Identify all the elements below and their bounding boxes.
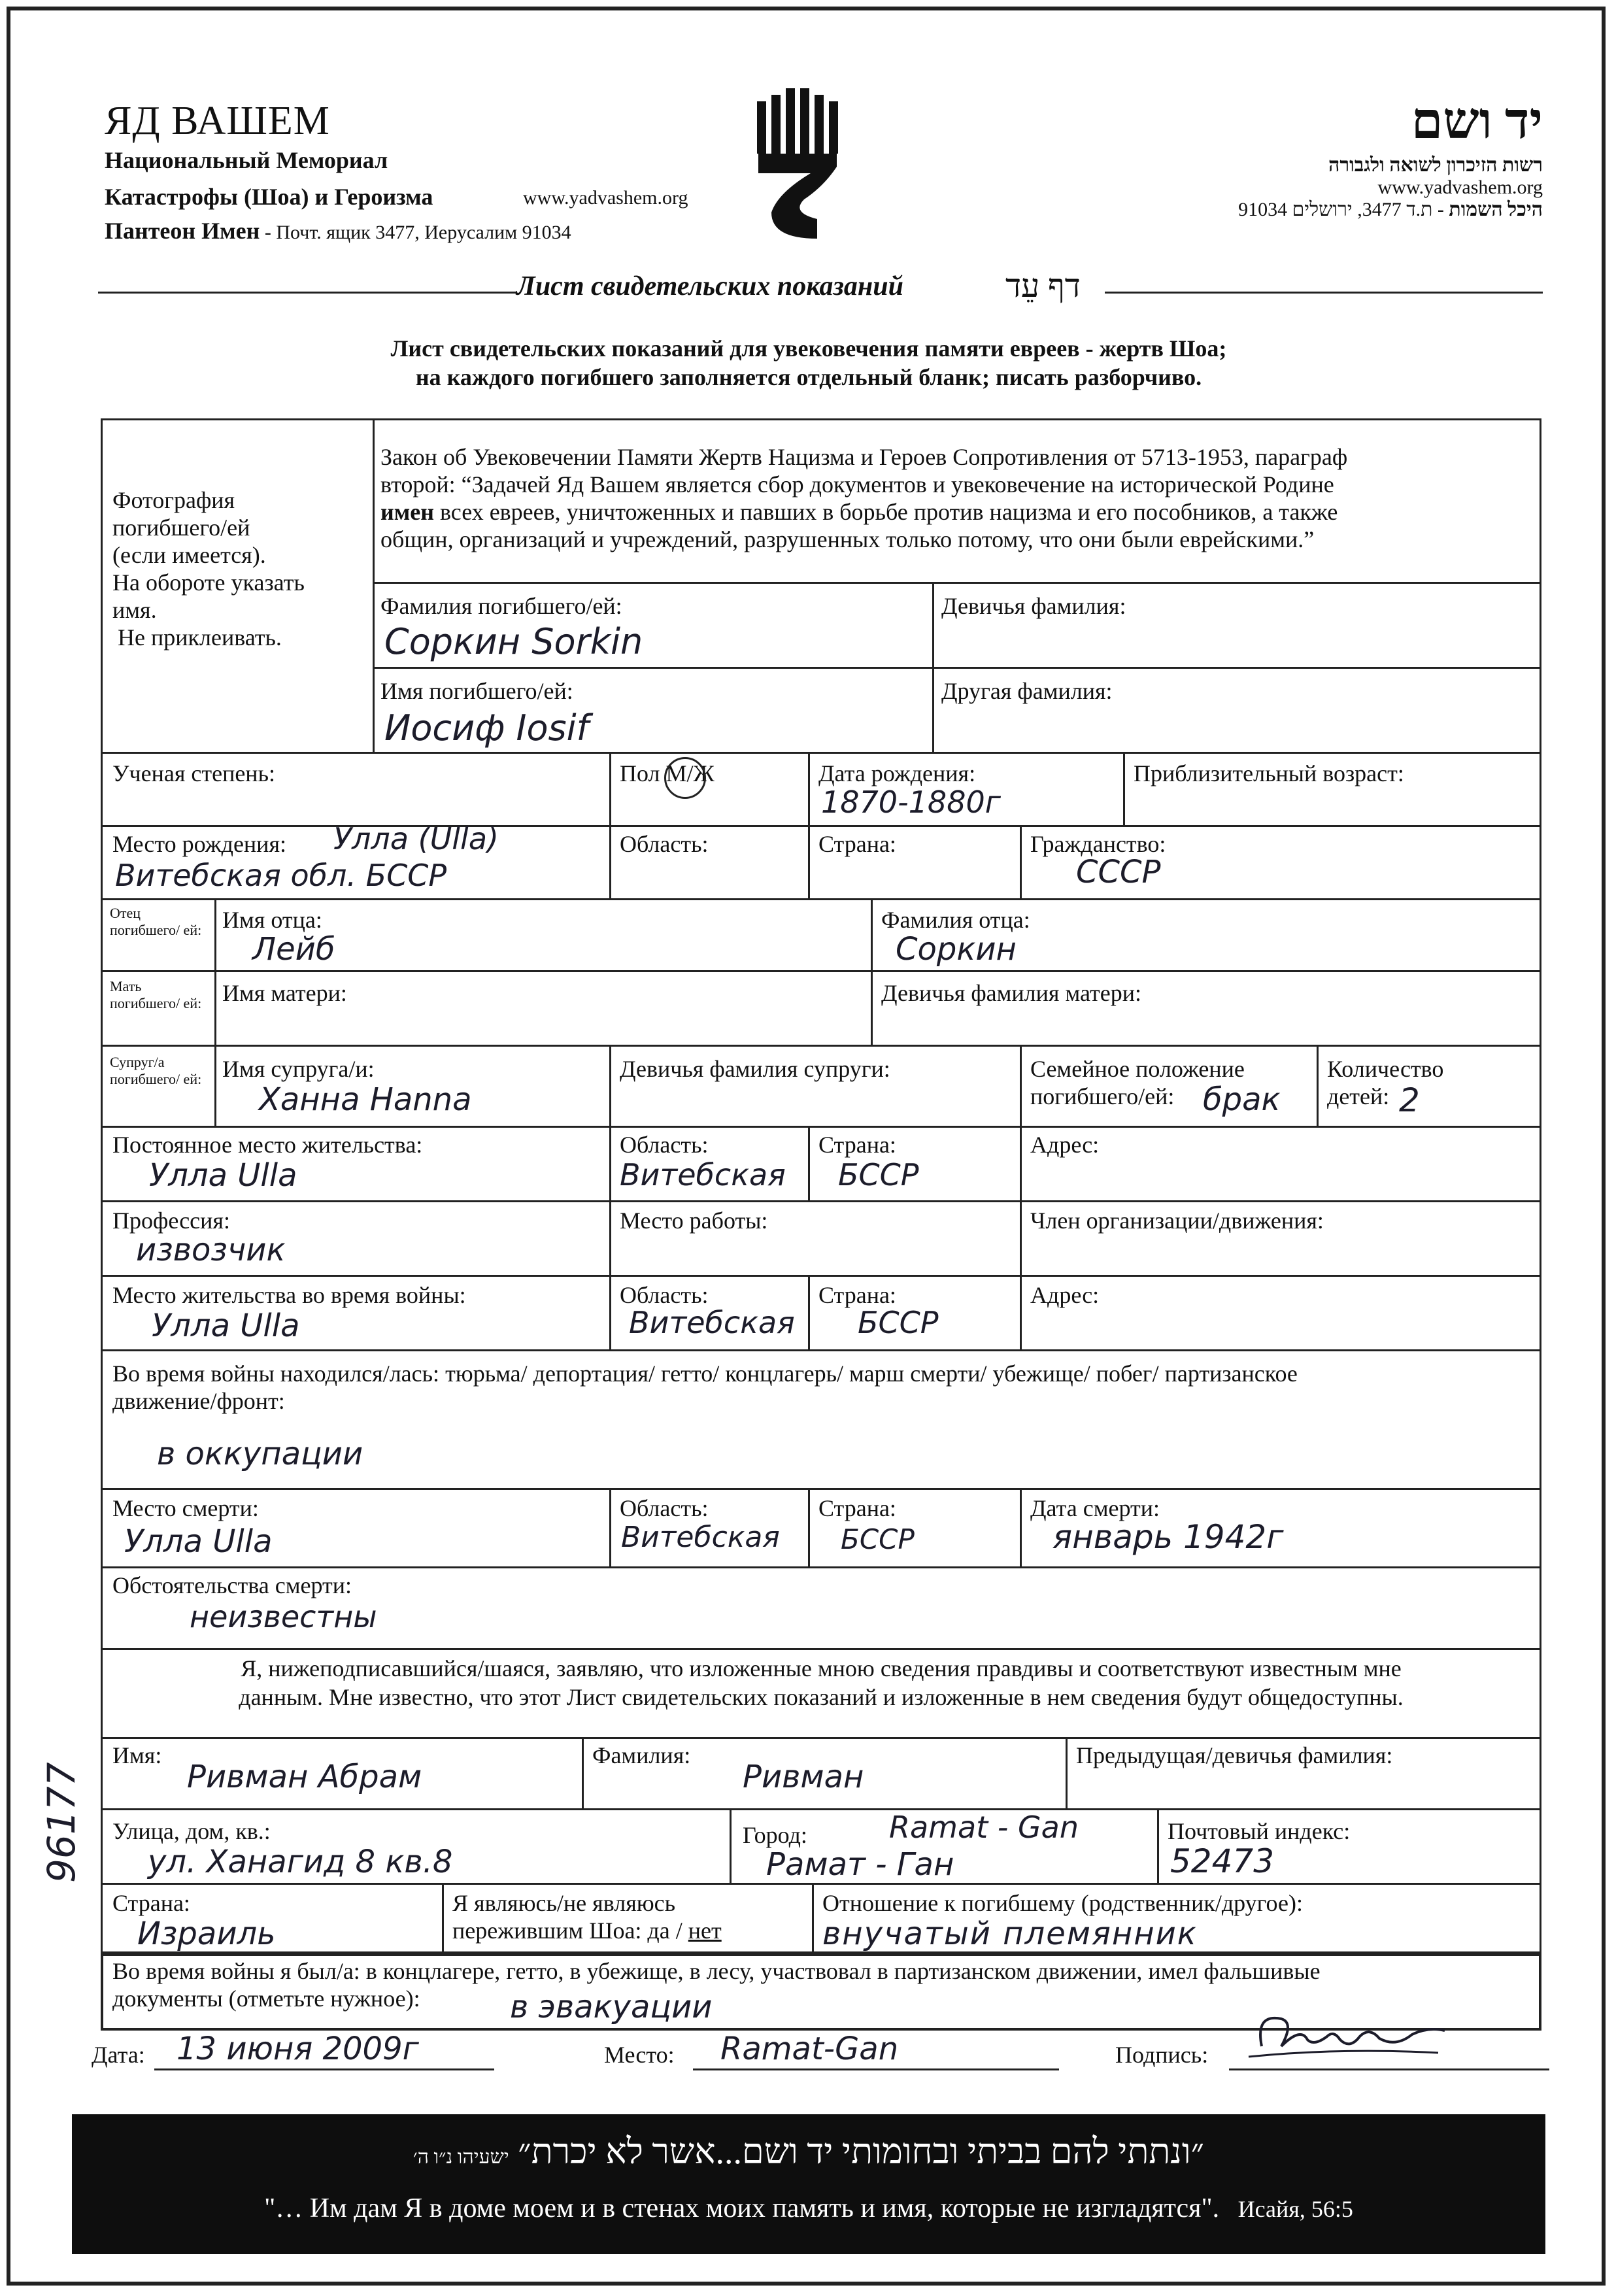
- yad-vashem-logo: [752, 88, 843, 258]
- submitter-country-label: Страна:: [112, 1890, 190, 1916]
- submitter-war-label-1: Во время войны я был/а: в концлагере, гетто, в убежище, в лесу, участвовал в партизанском движении, имел фальшивые: [112, 1958, 1321, 1984]
- marital-status-label-2: погибшего/ей:: [1030, 1083, 1175, 1109]
- first-name-label: Имя погибшего/ей:: [380, 678, 573, 704]
- subtitle-line-1: Лист свидетельских показаний для увековечения памяти евреев - жертв Шоа;: [390, 335, 1227, 362]
- birth-date-label: Дата рождения:: [818, 760, 976, 786]
- residence-country-label: Страна:: [818, 1132, 896, 1158]
- law-text: [380, 443, 1538, 553]
- place-label: Место:: [604, 2042, 675, 2068]
- submitter-survivor: [452, 1889, 722, 1944]
- surname-value[interactable]: Соркин Sorkin: [384, 621, 643, 662]
- profession-label: Профессия:: [112, 1207, 230, 1234]
- org-line3-he: [1079, 199, 1543, 221]
- residence-address-label: Адрес:: [1030, 1132, 1100, 1158]
- profession-value[interactable]: извозчик: [136, 1232, 286, 1268]
- submitter-survivor-label-1: Я являюсь/не являюсь: [452, 1890, 676, 1916]
- org-web-he: www.yadvashem.org: [1377, 177, 1543, 198]
- during-war-label: [112, 1360, 1298, 1415]
- birth-place-value-2[interactable]: Витебская обл. БССР: [115, 858, 447, 893]
- form-title-ru: Лист свидетельских показаний: [516, 271, 903, 301]
- war-residence-value[interactable]: Улла Ulla: [152, 1308, 300, 1344]
- submitter-war-value[interactable]: в эвакуации: [510, 1989, 713, 2025]
- death-country-value[interactable]: БССР: [841, 1523, 915, 1555]
- degree-label: Ученая степень:: [112, 760, 275, 786]
- org-line3-ru-rest: - Почт. ящик 3477, Иерусалим 91034: [260, 222, 571, 243]
- date-value[interactable]: 13 июня 2009г: [177, 2031, 419, 2067]
- photo-text-1: Фотография: [112, 487, 235, 513]
- photo-text-6: Не приклеивать.: [118, 624, 282, 650]
- signature-drawing[interactable]: [1242, 2001, 1451, 2072]
- photo-text-3: (если имеется).: [112, 542, 266, 568]
- children-value[interactable]: 2: [1399, 1081, 1420, 1119]
- death-circumstances-label: Обстоятельства смерти:: [112, 1572, 352, 1598]
- org-line1-ru: Национальный Мемориал: [105, 147, 388, 173]
- mother-name-label: Имя матери:: [222, 980, 347, 1006]
- org-line3-he-rest: - ת.ד 3477, ירושלים 91034: [1238, 199, 1449, 220]
- residence-country-value[interactable]: БССР: [838, 1157, 919, 1192]
- mother-side-label: Мать погибшего/ ей:: [110, 978, 202, 1011]
- children-label-1: Количество: [1327, 1056, 1444, 1082]
- submitter-survivor-label-2: пережившим Шоа: да /: [452, 1917, 688, 1944]
- org-web-ru: www.yadvashem.org: [523, 187, 688, 209]
- residence-value[interactable]: Улла Ulla: [149, 1157, 297, 1194]
- residence-label: Постоянное место жительства:: [112, 1132, 423, 1158]
- footer-banner: [72, 2114, 1545, 2254]
- submitter-street-value[interactable]: ул. Ханагид 8 кв.8: [148, 1844, 453, 1880]
- signature-label: Подпись:: [1115, 2042, 1209, 2068]
- org-line3-ru-bold: Пантеон Имен: [105, 218, 260, 244]
- submitter-relation-value[interactable]: внучатый племянник: [822, 1916, 1198, 1952]
- maiden-name-label: Девичья фамилия:: [941, 593, 1126, 619]
- death-region-label: Область:: [620, 1495, 709, 1521]
- citizenship-label: Гражданство:: [1030, 831, 1166, 857]
- children-label: [1327, 1055, 1443, 1110]
- marital-status-value[interactable]: брак: [1203, 1081, 1281, 1118]
- org-line1-he: רשות הזיכרון לשואה ולגבורה: [1328, 154, 1543, 176]
- side-number: 96177: [39, 1762, 84, 1883]
- death-date-label: Дата смерти:: [1030, 1495, 1160, 1521]
- birth-region-label: Область:: [620, 831, 709, 857]
- father-name-label: Имя отца:: [222, 907, 322, 933]
- residence-region-label: Область:: [620, 1132, 709, 1158]
- father-surname-label: Фамилия отца:: [881, 907, 1030, 933]
- war-address-label: Адрес:: [1030, 1282, 1100, 1308]
- org-line3-he-bold: היכל השמות: [1449, 199, 1543, 220]
- submitter-street-label: Улица, дом, кв.:: [112, 1818, 271, 1844]
- quote-ru-ref: Исайя, 56:5: [1237, 2196, 1353, 2222]
- during-war-label-1: Во время войны находился/лась: тюрьма/ депортация/ гетто/ концлагерь/ марш смерти/ убежище/ побег/ партизанское: [112, 1360, 1298, 1387]
- during-war-value[interactable]: в оккупации: [157, 1436, 363, 1472]
- law-line-3-rest: всех евреев, уничтоженных и павших в борьбе против нацизма и его пособников, а также: [433, 499, 1338, 525]
- photo-text-4: На обороте указать: [112, 569, 305, 596]
- war-country-label: Страна:: [818, 1282, 896, 1308]
- residence-region-value[interactable]: Витебская: [620, 1157, 786, 1192]
- war-country-value[interactable]: БССР: [858, 1305, 939, 1340]
- title-rule-right: [1105, 292, 1543, 294]
- quote-ru-text: "… Им дам Я в доме моем и в стенах моих память и имя, которые не изгладятся".: [264, 2193, 1220, 2223]
- workplace-label: Место работы:: [620, 1207, 768, 1234]
- submitter-surname-value[interactable]: Ривман: [743, 1759, 864, 1795]
- birth-place-label: Место рождения:: [112, 831, 287, 857]
- place-value[interactable]: Ramat-Gan: [720, 2031, 899, 2067]
- submitter-surname-label: Фамилия:: [592, 1742, 691, 1768]
- form-title-he: דף עֵד: [1005, 267, 1081, 304]
- subtitle-line-2: на каждого погибшего заполняется отдельный бланк; писать разборчиво.: [415, 364, 1202, 390]
- submitter-zip-value[interactable]: 52473: [1170, 1842, 1275, 1880]
- birth-country-label: Страна:: [818, 831, 896, 857]
- declaration-text: [101, 1654, 1541, 1712]
- spouse-name-label: Имя супруга/и:: [222, 1056, 375, 1082]
- submitter-zip-label: Почтовый индекс:: [1168, 1818, 1351, 1844]
- death-country-label: Страна:: [818, 1495, 896, 1521]
- spouse-name-value[interactable]: Ханна Hanna: [259, 1081, 472, 1118]
- submitter-war-label: [112, 1957, 1321, 2012]
- submitter-survivor-no[interactable]: нет: [688, 1917, 722, 1944]
- quote-ru: [72, 2193, 1545, 2224]
- war-region-value[interactable]: Витебская: [629, 1305, 795, 1340]
- death-date-value[interactable]: январь 1942г: [1052, 1518, 1284, 1556]
- photo-text-2: погибшего/ей: [112, 515, 250, 541]
- submitter-prev-surname-label: Предыдущая/девичья фамилия:: [1076, 1742, 1393, 1768]
- surname-label: Фамилия погибшего/ей:: [380, 593, 622, 619]
- death-region-value[interactable]: Витебская: [621, 1521, 780, 1554]
- submitter-war-label-2: документы (отметьте нужное):: [112, 1985, 420, 2012]
- citizenship-value[interactable]: СССР: [1076, 854, 1161, 890]
- father-name-value[interactable]: Лейб: [252, 931, 335, 968]
- org-title-ru: ЯД ВАШЕМ: [105, 99, 330, 143]
- submitter-name-label: Имя:: [112, 1742, 162, 1768]
- death-circumstances-value[interactable]: неизвестны: [190, 1599, 377, 1634]
- birth-place-value-1[interactable]: Улла (Ulla): [333, 821, 499, 856]
- membership-label: Член организации/движения:: [1030, 1207, 1324, 1234]
- spouse-side-label: Супруг/а погибшего/ ей:: [110, 1054, 202, 1087]
- war-residence-label: Место жительства во время войны:: [112, 1282, 466, 1308]
- quote-he-text: ״ונתתי להם בביתי ובחומותי יד ושם...אשר לא יכרת״: [518, 2132, 1205, 2171]
- mother-maiden-label: Девичья фамилия матери:: [881, 980, 1142, 1006]
- gender-label: Пол М/Ж: [620, 760, 715, 786]
- death-place-value[interactable]: Улла Ulla: [124, 1523, 273, 1560]
- children-label-2: детей:: [1327, 1083, 1390, 1109]
- law-line-2: второй: “Задачей Яд Вашем является сбор документов и увековечение на исторической Родине: [380, 471, 1334, 498]
- death-place-label: Место смерти:: [112, 1495, 259, 1521]
- org-title-he: יד ושם: [1411, 92, 1543, 149]
- submitter-city-value-1[interactable]: Ramat - Gan: [889, 1810, 1079, 1845]
- declaration-line-1: Я, нижеподписавшийся/шаяся, заявляю, что изложенные мною сведения правдивы и соответствуют известным мне: [241, 1655, 1402, 1681]
- quote-he-ref: ישעיהו נ״ו ה׳: [412, 2146, 509, 2168]
- during-war-label-2: движение/фронт:: [112, 1388, 285, 1414]
- war-region-label: Область:: [620, 1282, 709, 1308]
- submitter-country-value[interactable]: Израиль: [137, 1916, 276, 1952]
- father-surname-value[interactable]: Соркин: [896, 931, 1017, 968]
- org-line3-ru: [105, 217, 571, 245]
- photo-text-5: имя.: [112, 597, 157, 623]
- spouse-maiden-label: Девичья фамилия супруги:: [620, 1056, 890, 1082]
- quote-he: [72, 2131, 1545, 2172]
- marital-status-label-1: Семейное положение: [1030, 1056, 1245, 1082]
- first-name-value[interactable]: Иосиф Iosif: [384, 707, 589, 749]
- submitter-city-label: Город:: [743, 1822, 807, 1848]
- date-label: Дата:: [92, 2042, 145, 2068]
- org-line2-ru: Катастрофы (Шоа) и Героизма: [105, 184, 433, 210]
- declaration-line-2: данным. Мне известно, что этот Лист свидетельских показаний и изложенные в нем сведения будут общедоступны.: [239, 1684, 1404, 1710]
- approx-age-label: Приблизительный возраст:: [1134, 760, 1404, 786]
- law-line-3-bold: имен: [380, 499, 434, 525]
- law-line-4: общин, организаций и учреждений, разрушенных только потому, что они были еврейскими.”: [380, 526, 1315, 552]
- law-line-1: Закон об Увековечении Памяти Жертв Нацизма и Героев Сопротивления от 5713-1953, параграф: [380, 444, 1348, 470]
- title-rule-left: [98, 292, 516, 294]
- photo-box: [112, 486, 367, 651]
- father-side-label: Отец погибшего/ ей:: [110, 905, 202, 938]
- gender-mark-circle[interactable]: [664, 757, 706, 799]
- submitter-relation-label: Отношение к погибшему (родственник/другое):: [822, 1890, 1303, 1916]
- other-surname-label: Другая фамилия:: [941, 678, 1113, 704]
- submitter-city-value-2[interactable]: Рамат - Ган: [766, 1846, 954, 1883]
- birth-date-value[interactable]: 1870-1880г: [821, 785, 1001, 820]
- submitter-name-value[interactable]: Ривман Абрам: [187, 1759, 422, 1795]
